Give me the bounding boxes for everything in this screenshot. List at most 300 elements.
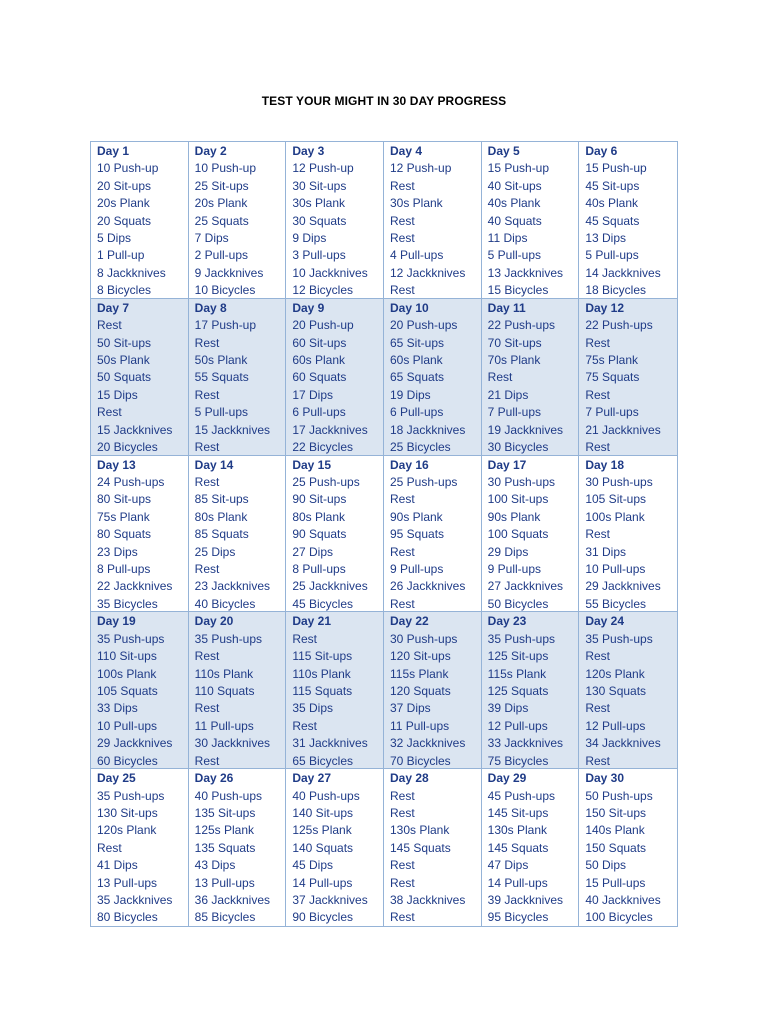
exercise-entry: Rest bbox=[585, 335, 611, 350]
exercise-entry: 105 Squats bbox=[97, 684, 158, 699]
exercise-entry: 5 Pull-ups bbox=[487, 248, 542, 263]
exercise-entry: 10 Pull-ups bbox=[97, 718, 158, 733]
exercise-entry: 29 Dips bbox=[487, 544, 529, 559]
exercise-entry: 120s Plank bbox=[585, 666, 645, 681]
exercise-entry: 65 Squats bbox=[389, 370, 445, 385]
day-cell bbox=[579, 456, 677, 613]
day-label: Day 24 bbox=[585, 614, 625, 629]
exercise-entry: 85 Squats bbox=[194, 527, 249, 542]
exercise-entry: 8 Jackknives bbox=[97, 265, 166, 280]
exercise-entry: 25 Push-ups bbox=[389, 475, 458, 489]
exercise-entry: 125s Plank bbox=[194, 823, 255, 838]
exercise-entry: Rest bbox=[292, 718, 318, 733]
exercise-entry: 120s Plank bbox=[97, 823, 157, 838]
exercise-entry: 13 Pull-ups bbox=[194, 875, 255, 890]
exercise-entry: 145 Squats bbox=[487, 840, 549, 855]
exercise-entry: 15 Jackknives bbox=[194, 422, 271, 437]
exercise-entry: 12 Pull-ups bbox=[585, 718, 646, 733]
exercise-entry: 4 Pull-ups bbox=[389, 248, 444, 263]
exercise-entry: 40 Push-ups bbox=[292, 788, 360, 803]
day-label: Day 1 bbox=[97, 144, 130, 158]
exercise-entry: 30 Jackknives bbox=[194, 736, 271, 751]
exercise-entry: 14 Pull-ups bbox=[292, 875, 353, 890]
exercise-entry: 40 Sit-ups bbox=[487, 178, 542, 193]
exercise-entry: 60 Bicycles bbox=[97, 753, 158, 768]
day-label: Day 11 bbox=[487, 300, 526, 315]
day-label: Day 14 bbox=[194, 457, 234, 472]
exercise-entry: 14 Pull-ups bbox=[487, 875, 548, 890]
exercise-entry: 33 Jackknives bbox=[487, 736, 564, 751]
exercise-entry: 140 Sit-ups bbox=[292, 806, 354, 820]
exercise-entry: 50 Dips bbox=[585, 858, 627, 873]
exercise-entry: 115s Plank bbox=[487, 666, 547, 681]
exercise-entry: 34 Jackknives bbox=[585, 736, 661, 751]
exercise-entry: 13 Pull-ups bbox=[97, 875, 158, 890]
exercise-entry: Rest bbox=[389, 858, 415, 873]
exercise-entry: 130 Sit-ups bbox=[97, 806, 158, 820]
exercise-entry: 27 Dips bbox=[292, 544, 334, 559]
exercise-entry: 37 Dips bbox=[389, 701, 431, 716]
exercise-entry: 10 Push-up bbox=[97, 161, 159, 176]
day-cell bbox=[91, 769, 189, 926]
exercise-entry: Rest bbox=[194, 387, 220, 402]
exercise-entry: 40s Plank bbox=[487, 196, 541, 211]
exercise-entry: 125 Sit-ups bbox=[487, 649, 549, 664]
day-label: Day 15 bbox=[292, 457, 332, 472]
exercise-entry: 75s Plank bbox=[97, 509, 150, 524]
exercise-entry: 18 Bicycles bbox=[585, 283, 647, 298]
day-cell bbox=[286, 769, 384, 926]
exercise-entry: 95 Bicycles bbox=[487, 910, 549, 925]
exercise-entry: 60 Squats bbox=[292, 370, 347, 385]
exercise-entry: Rest bbox=[389, 806, 415, 820]
exercise-entry: Rest bbox=[585, 701, 611, 716]
day-cell bbox=[189, 456, 287, 613]
exercise-entry: 110s Plank bbox=[292, 666, 351, 681]
day-cell bbox=[91, 299, 189, 456]
exercise-entry: 39 Dips bbox=[487, 701, 529, 716]
exercise-entry: 115 Squats bbox=[292, 684, 353, 699]
exercise-entry: Rest bbox=[194, 753, 220, 768]
exercise-entry: Rest bbox=[97, 405, 122, 420]
exercise-entry: 90 Squats bbox=[292, 527, 347, 542]
exercise-entry: 14 Jackknives bbox=[585, 265, 661, 280]
day-cell bbox=[482, 299, 580, 456]
exercise-entry: 3 Pull-ups bbox=[292, 248, 346, 263]
exercise-entry: 38 Jackknives bbox=[389, 893, 466, 908]
day-label: Day 26 bbox=[194, 771, 234, 786]
exercise-entry: Rest bbox=[585, 649, 611, 664]
exercise-entry: 9 Jackknives bbox=[194, 265, 264, 280]
exercise-entry: 45 Sit-ups bbox=[585, 178, 640, 193]
day-label: Day 18 bbox=[585, 457, 625, 472]
exercise-entry: 9 Dips bbox=[292, 231, 327, 246]
workout-calendar-table bbox=[90, 141, 678, 927]
exercise-entry: 130s Plank bbox=[487, 823, 548, 838]
exercise-entry: 30 Sit-ups bbox=[292, 178, 347, 193]
exercise-entry: 7 Dips bbox=[194, 231, 229, 246]
exercise-entry: 130 Squats bbox=[585, 684, 647, 699]
exercise-entry: 70s Plank bbox=[487, 353, 541, 368]
exercise-entry: 11 Dips bbox=[487, 231, 528, 246]
exercise-entry: 50s Plank bbox=[97, 353, 150, 368]
exercise-entry: 55 Squats bbox=[194, 370, 249, 385]
exercise-entry: Rest bbox=[194, 649, 220, 664]
day-cell bbox=[482, 142, 580, 299]
exercise-entry: 75 Bicycles bbox=[487, 753, 549, 768]
exercise-entry: 110 Sit-ups bbox=[97, 649, 157, 664]
exercise-entry: 110 Squats bbox=[194, 684, 255, 699]
exercise-entry: 100s Plank bbox=[97, 666, 157, 681]
exercise-entry: 17 Jackknives bbox=[292, 422, 368, 437]
exercise-entry: 120 Squats bbox=[389, 684, 451, 699]
exercise-entry: 20 Push-up bbox=[292, 318, 354, 333]
exercise-entry: 75 Squats bbox=[585, 370, 640, 385]
exercise-entry: 31 Jackknives bbox=[292, 736, 368, 751]
exercise-entry: 10 Jackknives bbox=[292, 265, 368, 280]
day-cell bbox=[482, 456, 580, 613]
exercise-entry: 140 Squats bbox=[292, 840, 354, 855]
exercise-entry: 37 Jackknives bbox=[292, 893, 368, 908]
exercise-entry: 35 Push-ups bbox=[487, 631, 556, 646]
exercise-entry: Rest bbox=[585, 440, 611, 455]
exercise-entry: 12 Push-up bbox=[292, 161, 354, 176]
exercise-entry: 20s Plank bbox=[97, 196, 150, 211]
exercise-entry: 15 Dips bbox=[97, 387, 138, 402]
exercise-entry: 125s Plank bbox=[292, 823, 352, 838]
day-cell bbox=[579, 299, 677, 456]
exercise-entry: 90 Sit-ups bbox=[292, 492, 347, 507]
exercise-entry: 10 Push-up bbox=[194, 161, 257, 176]
exercise-entry: Rest bbox=[585, 527, 611, 542]
exercise-entry: 40 Push-ups bbox=[194, 788, 263, 803]
exercise-entry: 30 Squats bbox=[292, 213, 347, 228]
exercise-entry: 31 Dips bbox=[585, 544, 627, 559]
day-label: Day 9 bbox=[292, 300, 325, 315]
exercise-entry: 125 Squats bbox=[487, 684, 549, 699]
exercise-entry: 25 Sit-ups bbox=[194, 178, 249, 193]
exercise-entry: 41 Dips bbox=[97, 858, 138, 873]
exercise-entry: 35 Push-ups bbox=[97, 788, 165, 803]
page-title: TEST YOUR MIGHT IN 30 DAY PROGRESS bbox=[261, 94, 507, 108]
exercise-entry: 13 Dips bbox=[585, 231, 627, 246]
exercise-entry: 35 Push-ups bbox=[194, 631, 263, 646]
day-cell bbox=[91, 142, 189, 299]
exercise-entry: 18 Jackknives bbox=[389, 422, 466, 437]
exercise-entry: Rest bbox=[194, 335, 220, 350]
exercise-entry: 11 Pull-ups bbox=[194, 718, 254, 733]
exercise-entry: 21 Jackknives bbox=[585, 422, 661, 437]
exercise-entry: 135 Squats bbox=[194, 840, 256, 855]
exercise-entry: 12 Jackknives bbox=[389, 265, 466, 280]
exercise-entry: 40s Plank bbox=[585, 196, 639, 211]
exercise-entry: 30s Plank bbox=[292, 196, 346, 211]
day-cell bbox=[286, 299, 384, 456]
exercise-entry: 17 Push-up bbox=[194, 318, 257, 333]
exercise-entry: 22 Bicycles bbox=[292, 440, 354, 455]
exercise-entry: 36 Jackknives bbox=[194, 893, 271, 908]
exercise-entry: Rest bbox=[389, 231, 415, 246]
exercise-entry: 115s Plank bbox=[389, 666, 449, 681]
exercise-entry: 43 Dips bbox=[194, 858, 236, 873]
exercise-entry: 60s Plank bbox=[389, 353, 443, 368]
exercise-entry: 5 Pull-ups bbox=[585, 248, 639, 263]
exercise-entry: 22 Push-ups bbox=[585, 318, 653, 333]
exercise-entry: 80s Plank bbox=[292, 509, 346, 524]
exercise-entry: 95 Squats bbox=[389, 527, 445, 542]
exercise-entry: 8 Bicycles bbox=[97, 283, 152, 298]
exercise-entry: 100 Squats bbox=[487, 527, 549, 542]
day-label: Day 25 bbox=[97, 771, 136, 786]
day-label: Day 23 bbox=[487, 614, 527, 629]
exercise-entry: 100 Sit-ups bbox=[487, 492, 549, 507]
day-cell bbox=[384, 612, 482, 769]
exercise-entry: 150 Squats bbox=[585, 840, 647, 855]
day-label: Day 5 bbox=[487, 144, 520, 158]
exercise-entry: 45 Squats bbox=[585, 213, 640, 228]
exercise-entry: 35 Dips bbox=[292, 701, 334, 716]
exercise-entry: 50 Squats bbox=[97, 370, 152, 385]
exercise-entry: 1 Pull-up bbox=[97, 248, 145, 263]
exercise-entry: 50s Plank bbox=[194, 353, 248, 368]
exercise-entry: 20 Sit-ups bbox=[97, 178, 152, 193]
exercise-entry: 23 Dips bbox=[97, 544, 138, 559]
exercise-entry: 40 Squats bbox=[487, 213, 542, 228]
day-label: Day 21 bbox=[292, 614, 332, 629]
exercise-entry: 25 Jackknives bbox=[292, 579, 368, 594]
exercise-entry: 45 Push-ups bbox=[487, 788, 556, 803]
exercise-entry: Rest bbox=[389, 788, 415, 803]
exercise-entry: 15 Push-up bbox=[585, 161, 647, 176]
exercise-entry: 12 Push-up bbox=[389, 161, 452, 176]
day-label: Day 30 bbox=[585, 771, 625, 786]
exercise-entry: 40 Jackknives bbox=[585, 893, 661, 908]
exercise-entry: 17 Dips bbox=[292, 387, 334, 402]
exercise-entry: 70 Sit-ups bbox=[487, 335, 542, 350]
exercise-entry: 90 Bicycles bbox=[292, 910, 354, 925]
day-cell bbox=[579, 142, 677, 299]
exercise-entry: 35 Jackknives bbox=[97, 893, 173, 908]
day-label: Day 22 bbox=[389, 614, 429, 629]
exercise-entry: 120 Sit-ups bbox=[389, 649, 451, 664]
exercise-entry: 50 Bicycles bbox=[487, 596, 549, 611]
exercise-entry: 40 Bicycles bbox=[194, 596, 256, 611]
exercise-entry: Rest bbox=[389, 178, 415, 193]
exercise-entry: 45 Dips bbox=[292, 858, 334, 873]
exercise-entry: 30 Push-ups bbox=[389, 631, 458, 646]
day-cell bbox=[189, 299, 287, 456]
day-label: Day 17 bbox=[487, 457, 527, 472]
exercise-entry: Rest bbox=[487, 370, 513, 385]
day-cell bbox=[189, 612, 287, 769]
exercise-entry: 105 Sit-ups bbox=[585, 492, 647, 507]
day-label: Day 28 bbox=[389, 771, 429, 786]
exercise-entry: 30 Push-ups bbox=[585, 475, 653, 489]
exercise-entry: 15 Push-up bbox=[487, 161, 550, 176]
exercise-entry: 80 Squats bbox=[97, 527, 152, 542]
exercise-entry: Rest bbox=[194, 440, 220, 455]
exercise-entry: 140s Plank bbox=[585, 823, 645, 838]
exercise-entry: 7 Pull-ups bbox=[585, 405, 639, 420]
exercise-entry: Rest bbox=[97, 318, 122, 333]
exercise-entry: 13 Jackknives bbox=[487, 265, 564, 280]
day-cell bbox=[91, 456, 189, 613]
exercise-entry: Rest bbox=[389, 910, 415, 925]
exercise-entry: Rest bbox=[389, 213, 415, 228]
exercise-entry: Rest bbox=[97, 840, 122, 855]
day-cell bbox=[384, 299, 482, 456]
exercise-entry: 20 Push-ups bbox=[389, 318, 458, 333]
exercise-entry: 65 Sit-ups bbox=[389, 335, 445, 350]
exercise-entry: 6 Pull-ups bbox=[389, 405, 444, 420]
exercise-entry: Rest bbox=[194, 562, 220, 577]
exercise-entry: 7 Pull-ups bbox=[487, 405, 542, 420]
exercise-entry: 22 Jackknives bbox=[97, 579, 173, 594]
exercise-entry: 10 Bicycles bbox=[194, 283, 256, 298]
exercise-entry: 35 Bicycles bbox=[97, 596, 158, 611]
exercise-entry: 33 Dips bbox=[97, 701, 138, 716]
exercise-entry: 150 Sit-ups bbox=[585, 806, 647, 820]
exercise-entry: 30 Push-ups bbox=[487, 475, 556, 489]
exercise-entry: 60s Plank bbox=[292, 353, 346, 368]
exercise-entry: 10 Pull-ups bbox=[585, 562, 646, 577]
exercise-entry: 21 Dips bbox=[487, 387, 529, 402]
exercise-entry: 19 Jackknives bbox=[487, 422, 564, 437]
exercise-entry: 45 Bicycles bbox=[292, 596, 354, 611]
exercise-entry: 20 Bicycles bbox=[97, 440, 158, 455]
exercise-entry: Rest bbox=[389, 875, 415, 890]
day-cell bbox=[286, 456, 384, 613]
day-cell bbox=[482, 769, 580, 926]
exercise-entry: 80 Bicycles bbox=[97, 910, 158, 925]
day-cell bbox=[579, 612, 677, 769]
day-label: Day 12 bbox=[585, 300, 625, 315]
exercise-entry: 27 Jackknives bbox=[487, 579, 564, 594]
exercise-entry: 25 Bicycles bbox=[389, 440, 451, 455]
exercise-entry: Rest bbox=[585, 753, 611, 768]
exercise-entry: 70 Bicycles bbox=[389, 753, 451, 768]
exercise-entry: 55 Bicycles bbox=[585, 596, 647, 611]
exercise-entry: 6 Pull-ups bbox=[292, 405, 346, 420]
exercise-entry: 9 Pull-ups bbox=[389, 562, 444, 577]
day-label: Day 8 bbox=[194, 300, 227, 315]
day-label: Day 29 bbox=[487, 771, 527, 786]
exercise-entry: 110s Plank bbox=[194, 666, 254, 681]
exercise-entry: 15 Bicycles bbox=[487, 283, 549, 298]
exercise-entry: 85 Sit-ups bbox=[194, 492, 249, 507]
day-label: Day 13 bbox=[97, 457, 136, 472]
exercise-entry: 130s Plank bbox=[389, 823, 450, 838]
exercise-entry: 15 Jackknives bbox=[97, 422, 173, 437]
exercise-entry: 100 Bicycles bbox=[585, 910, 653, 925]
exercise-entry: 20s Plank bbox=[194, 196, 248, 211]
day-label: Day 6 bbox=[585, 144, 618, 158]
exercise-entry: Rest bbox=[389, 283, 415, 298]
exercise-entry: 8 Pull-ups bbox=[292, 562, 346, 577]
exercise-entry: 50 Push-ups bbox=[585, 788, 653, 803]
exercise-entry: 9 Pull-ups bbox=[487, 562, 542, 577]
day-label: Day 3 bbox=[292, 144, 325, 158]
exercise-entry: 30 Bicycles bbox=[487, 440, 549, 455]
day-cell bbox=[189, 142, 287, 299]
exercise-entry: Rest bbox=[194, 701, 220, 716]
day-cell bbox=[384, 142, 482, 299]
exercise-entry: 145 Squats bbox=[389, 840, 451, 855]
exercise-entry: Rest bbox=[389, 596, 415, 611]
exercise-entry: 24 Push-ups bbox=[97, 475, 165, 489]
exercise-entry: 5 Dips bbox=[97, 231, 132, 246]
exercise-entry: 11 Pull-ups bbox=[389, 718, 450, 733]
exercise-entry: 22 Push-ups bbox=[487, 318, 556, 333]
exercise-entry: Rest bbox=[389, 492, 415, 507]
day-cell bbox=[189, 769, 287, 926]
day-cell bbox=[286, 142, 384, 299]
exercise-entry: 35 Push-ups bbox=[97, 631, 165, 646]
day-label: Day 16 bbox=[389, 457, 429, 472]
exercise-entry: 90s Plank bbox=[389, 509, 443, 524]
exercise-entry: 23 Jackknives bbox=[194, 579, 271, 594]
day-label: Day 20 bbox=[194, 614, 234, 629]
exercise-entry: 135 Sit-ups bbox=[194, 806, 256, 820]
exercise-entry: 90s Plank bbox=[487, 509, 541, 524]
day-label: Day 4 bbox=[389, 144, 423, 158]
exercise-entry: 47 Dips bbox=[487, 858, 529, 873]
day-cell bbox=[384, 769, 482, 926]
day-label: Day 27 bbox=[292, 771, 332, 786]
exercise-entry: Rest bbox=[585, 387, 611, 402]
exercise-entry: 15 Pull-ups bbox=[585, 875, 646, 890]
exercise-entry: 25 Squats bbox=[194, 213, 249, 228]
exercise-entry: 25 Push-ups bbox=[292, 475, 360, 489]
exercise-entry: 12 Bicycles bbox=[292, 283, 354, 298]
day-label: Day 7 bbox=[97, 300, 130, 315]
exercise-entry: Rest bbox=[389, 544, 415, 559]
exercise-entry: 29 Jackknives bbox=[585, 579, 661, 594]
day-cell bbox=[579, 769, 677, 926]
exercise-entry: Rest bbox=[292, 631, 318, 646]
exercise-entry: 145 Sit-ups bbox=[487, 806, 549, 820]
exercise-entry: 19 Dips bbox=[389, 387, 431, 402]
exercise-entry: 50 Sit-ups bbox=[97, 335, 152, 350]
exercise-entry: 26 Jackknives bbox=[389, 579, 466, 594]
exercise-entry: Rest bbox=[194, 475, 220, 489]
exercise-entry: 39 Jackknives bbox=[487, 893, 564, 908]
day-cell bbox=[482, 612, 580, 769]
exercise-entry: 20 Squats bbox=[97, 213, 152, 228]
day-cell bbox=[384, 456, 482, 613]
day-cell bbox=[91, 612, 189, 769]
exercise-entry: 65 Bicycles bbox=[292, 753, 354, 768]
exercise-entry: 60 Sit-ups bbox=[292, 335, 347, 350]
exercise-entry: 35 Push-ups bbox=[585, 631, 653, 646]
exercise-entry: 12 Pull-ups bbox=[487, 718, 548, 733]
exercise-entry: 115 Sit-ups bbox=[292, 649, 353, 664]
day-label: Day 19 bbox=[97, 614, 136, 629]
exercise-entry: 5 Pull-ups bbox=[194, 405, 249, 420]
day-cell bbox=[286, 612, 384, 769]
day-label: Day 2 bbox=[194, 144, 227, 158]
exercise-entry: 80s Plank bbox=[194, 509, 248, 524]
exercise-entry: 25 Dips bbox=[194, 544, 236, 559]
exercise-entry: 2 Pull-ups bbox=[194, 248, 249, 263]
day-label: Day 10 bbox=[389, 300, 429, 315]
exercise-entry: 29 Jackknives bbox=[97, 736, 173, 751]
exercise-entry: 30s Plank bbox=[389, 196, 443, 211]
exercise-entry: 85 Bicycles bbox=[194, 910, 256, 925]
exercise-entry: 32 Jackknives bbox=[389, 736, 466, 751]
exercise-entry: 100s Plank bbox=[585, 509, 645, 524]
exercise-entry: 75s Plank bbox=[585, 353, 639, 368]
